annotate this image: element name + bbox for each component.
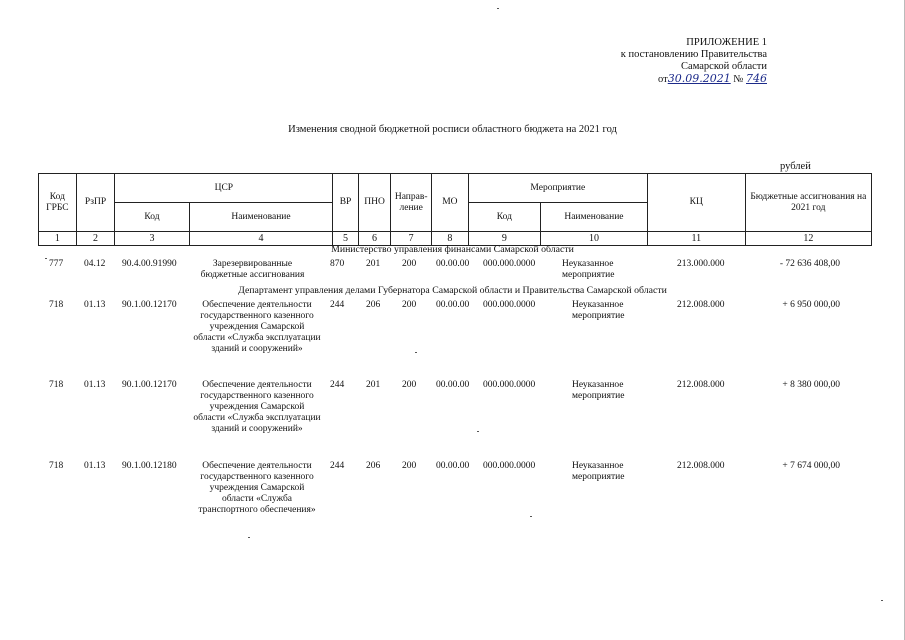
cell-mo: 00.00.00 — [436, 461, 470, 471]
cell-kc: 212.008.000 — [677, 461, 725, 471]
scan-speck — [497, 8, 499, 9]
units-label: рублей — [780, 161, 811, 172]
col-num: 4 — [189, 232, 333, 246]
cell-pno: 201 — [366, 380, 381, 390]
appendix-line1: ПРИЛОЖЕНИЕ 1 — [686, 37, 767, 48]
cell-mo: 00.00.00 — [436, 300, 470, 310]
cell-mer-kod: 000.000.0000 — [483, 461, 536, 471]
col-num: 2 — [76, 232, 115, 246]
cell-amount: + 8 380 000,00 — [782, 380, 840, 390]
cell-mer-kod: 000.000.0000 — [483, 380, 536, 390]
col-num: 1 — [39, 232, 77, 246]
col-num: 6 — [358, 232, 391, 246]
section-title: Департамент управления делами Губернатора Самарской области и Правительства Самарской области — [238, 285, 667, 296]
section-title: Министерство управления финансами Самарской области — [331, 244, 574, 255]
cell-kc: 212.008.000 — [677, 300, 725, 310]
scan-speck — [248, 537, 250, 538]
cell-rzpr: 01.13 — [84, 380, 106, 390]
header-meropriyatie: Мероприятие — [468, 174, 647, 203]
cell-amount: + 7 674 000,00 — [782, 461, 840, 471]
cell-name: Обеспечение деятельности государственного казенного учреждения Самарской области «Служба транспортного обеспечения» — [198, 461, 316, 515]
cell-grbs: 718 — [49, 380, 64, 390]
cell-vr: 244 — [330, 300, 345, 310]
cell-napr: 200 — [402, 461, 417, 471]
cell-napr: 200 — [402, 300, 417, 310]
scan-speck — [477, 431, 479, 432]
header-assign: Бюджетные ассигнования на 2021 год — [745, 174, 871, 232]
document-title: Изменения сводной бюджетной росписи областного бюджета на 2021 год — [288, 124, 617, 135]
cell-mer-kod: 000.000.0000 — [483, 259, 536, 269]
header-csr-name: Наименование — [189, 203, 333, 232]
cell-name: Зарезервированные бюджетные ассигнования — [200, 259, 305, 280]
appendix-line2: к постановлению Правительства — [620, 49, 767, 60]
cell-kc: 212.008.000 — [677, 380, 725, 390]
header-kod-grbs: Код ГРБС — [39, 174, 77, 232]
cell-mer-name: Неуказанное мероприятие — [572, 300, 625, 321]
cell-mer-name: Неуказанное мероприятие — [572, 380, 625, 401]
cell-name: Обеспечение деятельности государственного казенного учреждения Самарской области «Служба эксплуатации зданий и сооружений» — [193, 380, 321, 434]
header-mer-name: Наименование — [540, 203, 647, 232]
header-csr-kod: Код — [115, 203, 189, 232]
cell-mer-kod: 000.000.0000 — [483, 300, 536, 310]
col-num: 7 — [391, 232, 432, 246]
number-prefix: № — [733, 74, 744, 85]
cell-mer-name: Неуказанное мероприятие — [572, 461, 625, 482]
scan-speck — [881, 600, 883, 601]
cell-mer-name: Неуказанное мероприятие — [562, 259, 615, 280]
handwritten-date: 30.09.2021 — [667, 72, 731, 85]
appendix-line3: Самарской области — [681, 61, 767, 72]
cell-amount: + 6 950 000,00 — [782, 300, 840, 310]
cell-grbs: 718 — [49, 300, 64, 310]
header-vr: ВР — [333, 174, 358, 232]
cell-vr: 244 — [330, 380, 345, 390]
handwritten-number: 746 — [746, 72, 767, 85]
scan-speck — [530, 516, 532, 517]
cell-rzpr: 01.13 — [84, 300, 106, 310]
header-kc: КЦ — [647, 174, 745, 232]
col-num: 8 — [432, 232, 469, 246]
cell-grbs: 718 — [49, 461, 64, 471]
cell-csr: 90.1.00.12170 — [122, 380, 177, 390]
cell-pno: 206 — [366, 300, 381, 310]
appendix-block — [621, 37, 767, 86]
col-num: 9 — [468, 232, 540, 246]
cell-vr: 870 — [330, 259, 345, 269]
cell-kc: 213.000.000 — [677, 259, 725, 269]
header-mo: МО — [432, 174, 469, 232]
header-rzpr: РзПР — [76, 174, 115, 232]
cell-pno: 201 — [366, 259, 381, 269]
header-napravlenie: Направ-ление — [391, 174, 432, 232]
header-pno: ПНО — [358, 174, 391, 232]
col-num: 3 — [115, 232, 189, 246]
cell-csr: 90.1.00.12180 — [122, 461, 177, 471]
appendix-date-line — [621, 73, 767, 86]
cell-vr: 244 — [330, 461, 345, 471]
cell-napr: 200 — [402, 380, 417, 390]
header-table — [38, 173, 872, 246]
cell-amount: - 72 636 408,00 — [779, 259, 840, 269]
col-num: 10 — [540, 232, 647, 246]
cell-csr: 90.4.00.91990 — [122, 259, 177, 269]
col-num: 5 — [333, 232, 358, 246]
cell-csr: 90.1.00.12170 — [122, 300, 177, 310]
col-num: 11 — [647, 232, 745, 246]
cell-mo: 00.00.00 — [436, 259, 470, 269]
date-prefix: от — [658, 74, 668, 85]
cell-napr: 200 — [402, 259, 417, 269]
cell-rzpr: 04.12 — [84, 259, 106, 269]
cell-pno: 206 — [366, 461, 381, 471]
cell-grbs: 777 — [49, 259, 64, 269]
cell-mo: 00.00.00 — [436, 380, 470, 390]
scan-speck — [45, 258, 47, 259]
header-csr: ЦСР — [115, 174, 333, 203]
cell-rzpr: 01.13 — [84, 461, 106, 471]
scan-speck — [415, 352, 417, 353]
cell-name: Обеспечение деятельности государственного казенного учреждения Самарской области «Служба эксплуатации зданий и сооружений» — [193, 300, 321, 354]
header-mer-kod: Код — [468, 203, 540, 232]
col-num: 12 — [745, 232, 871, 246]
